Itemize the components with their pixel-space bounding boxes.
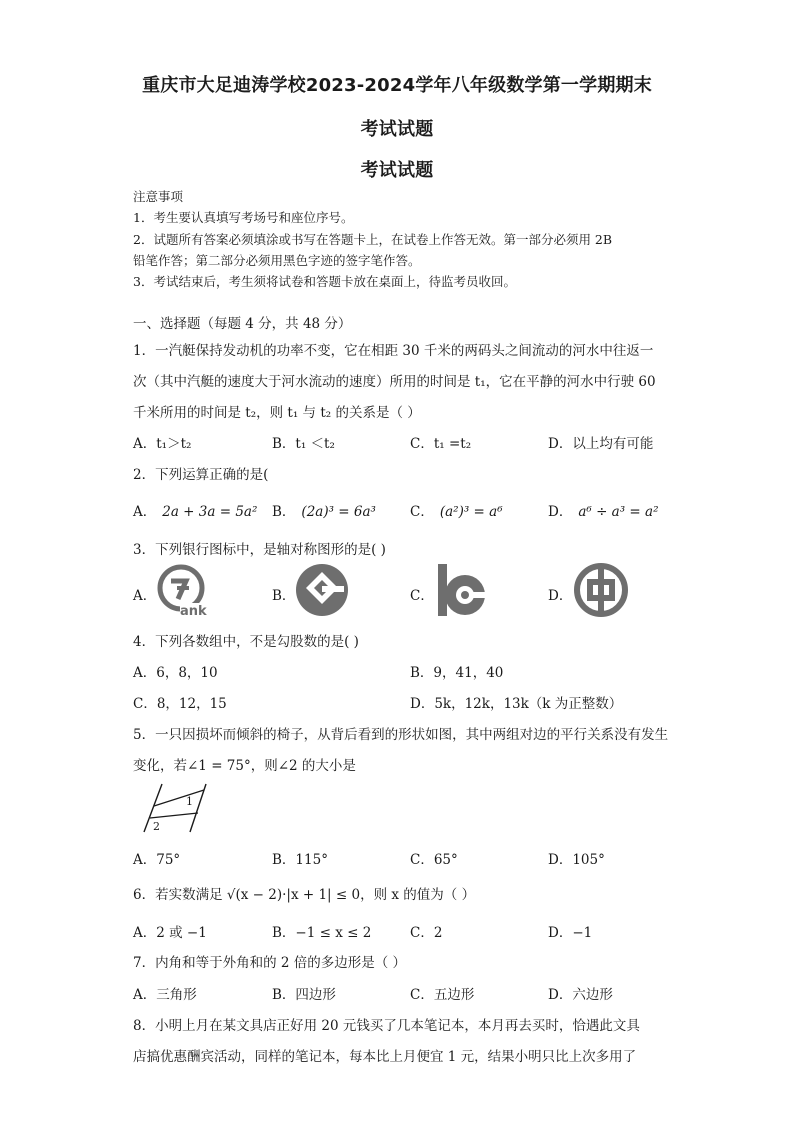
- q2-option-b-expr: (2a)³ = 6a³: [301, 504, 376, 520]
- notes-item: 2．试题所有答案必须填涂或书写在答题卡上，在试卷上作答无效。第一部分必须用 2B: [133, 232, 613, 247]
- q1-line: 1．一汽艇保持发动机的功率不变，它在相距 30 千米的两码头之间流动的河水中往返一: [133, 343, 654, 359]
- exam-title-line2: 考试试题: [360, 119, 434, 140]
- option-letter: A．: [133, 504, 157, 520]
- exam-title-line1: 重庆市大足迪涛学校2023-2024学年八年级数学第一学期期末: [142, 75, 652, 96]
- q2-option-c-expr: (a²)³ = a⁶: [439, 504, 503, 520]
- q1-line: 次（其中汽艇的速度大于河水流动的速度）所用的时间是 t₁，它在平静的河水中行驶 60: [133, 374, 656, 390]
- q2-option-c: [410, 500, 503, 520]
- q7-option-a: A．三角形: [133, 987, 197, 1003]
- q4-option-c: C．8，12，15: [133, 696, 227, 712]
- q3-stem: 3．下列银行图标中，是轴对称图形的是( ): [133, 542, 386, 558]
- exam-title-line3: 考试试题: [360, 160, 434, 181]
- agricultural-bank-icon: [156, 563, 210, 617]
- q1-line: 千米所用的时间是 t₂，则 t₁ 与 t₂ 的关系是（ ）: [133, 405, 421, 421]
- q7-option-b: B．四边形: [272, 987, 336, 1003]
- q3-letter-b: B．: [272, 588, 296, 604]
- q1-option-d: D．以上均有可能: [548, 436, 654, 452]
- q2-option-a-expr: 2a + 3a = 5a²: [162, 504, 258, 520]
- q4-option-a: A．6，8，10: [133, 665, 218, 681]
- agricultural-bank-text: ank: [180, 604, 207, 617]
- q5-option-b: B．115°: [272, 852, 328, 868]
- construction-bank-icon: [294, 562, 350, 618]
- q2-option-b: [272, 500, 376, 520]
- notes-item: 铅笔作答；第二部分必须用黑色字迹的签字笔作答。: [133, 253, 421, 268]
- q4-option-b: B．9，41，40: [410, 665, 504, 681]
- q5-line: 变化，若∠1 = 75°，则∠2 的大小是: [133, 758, 356, 774]
- q6-option-d: D．−1: [548, 925, 593, 941]
- notes-item: 3．考试结束后，考生须将试卷和答题卡放在桌面上，待监考员收回。: [133, 274, 516, 289]
- q2-option-a: [133, 500, 257, 520]
- q5-line: 5．一只因损坏而倾斜的椅子，从背后看到的形状如图，其中两组对边的平行关系没有发生: [133, 727, 669, 743]
- chair-parallelogram-figure: [140, 780, 212, 836]
- q2-option-d-expr: a⁶ ÷ a³ = a²: [578, 504, 659, 520]
- q7-option-d: D．六边形: [548, 987, 613, 1003]
- q8-line: 8．小明上月在某文具店正好用 20 元钱买了几本笔记本，本月再去买时，恰遇此文具: [133, 1018, 640, 1034]
- bank-of-china-icon: [573, 562, 629, 618]
- angle-1-label: 1: [186, 795, 193, 808]
- q8-line: 店搞优惠酬宾活动，同样的笔记本，每本比上月便宜 1 元，结果小明只比上次多用了: [133, 1049, 637, 1065]
- q1-option-a: A．t₁＞t₂: [133, 436, 192, 452]
- communications-bank-icon: [434, 562, 490, 618]
- q3-letter-d: D．: [548, 588, 573, 604]
- angle-2-label: 2: [153, 820, 160, 833]
- q7-option-c: C．五边形: [410, 987, 475, 1003]
- q6-option-a: A．2 或 −1: [133, 925, 207, 941]
- notes-heading: 注意事项: [133, 189, 184, 204]
- option-letter: B．: [272, 504, 296, 520]
- q5-option-a: A．75°: [133, 852, 181, 868]
- q1-option-b: B．t₁ ＜t₂: [272, 436, 335, 452]
- q5-option-d: D．105°: [548, 852, 605, 868]
- q6-option-c: C．2: [410, 925, 443, 941]
- q4-option-d: D．5k，12k，13k（k 为正整数）: [410, 696, 623, 712]
- q3-letter-c: C．: [410, 588, 434, 604]
- q2-stem: 2．下列运算正确的是(: [133, 467, 269, 483]
- q4-stem: 4．下列各数组中，不是勾股数的是( ): [133, 634, 359, 650]
- option-letter: C．: [410, 504, 434, 520]
- section-heading: 一、选择题（每题 4 分，共 48 分）: [133, 316, 352, 332]
- q3-letter-a: A．: [133, 588, 157, 604]
- q5-option-c: C．65°: [410, 852, 458, 868]
- option-letter: D．: [548, 504, 573, 520]
- q1-option-c: C．t₁ =t₂: [410, 436, 472, 452]
- q6-option-b: B．−1 ≤ x ≤ 2: [272, 925, 372, 941]
- q6-stem: 6．若实数满足 √(x − 2)·|x + 1| ≤ 0，则 x 的值为（ ）: [133, 887, 476, 903]
- notes-item: 1．考生要认真填写考场号和座位序号。: [133, 210, 354, 225]
- q7-stem: 7．内角和等于外角和的 2 倍的多边形是（ ）: [133, 955, 407, 971]
- q2-option-d: [548, 500, 659, 520]
